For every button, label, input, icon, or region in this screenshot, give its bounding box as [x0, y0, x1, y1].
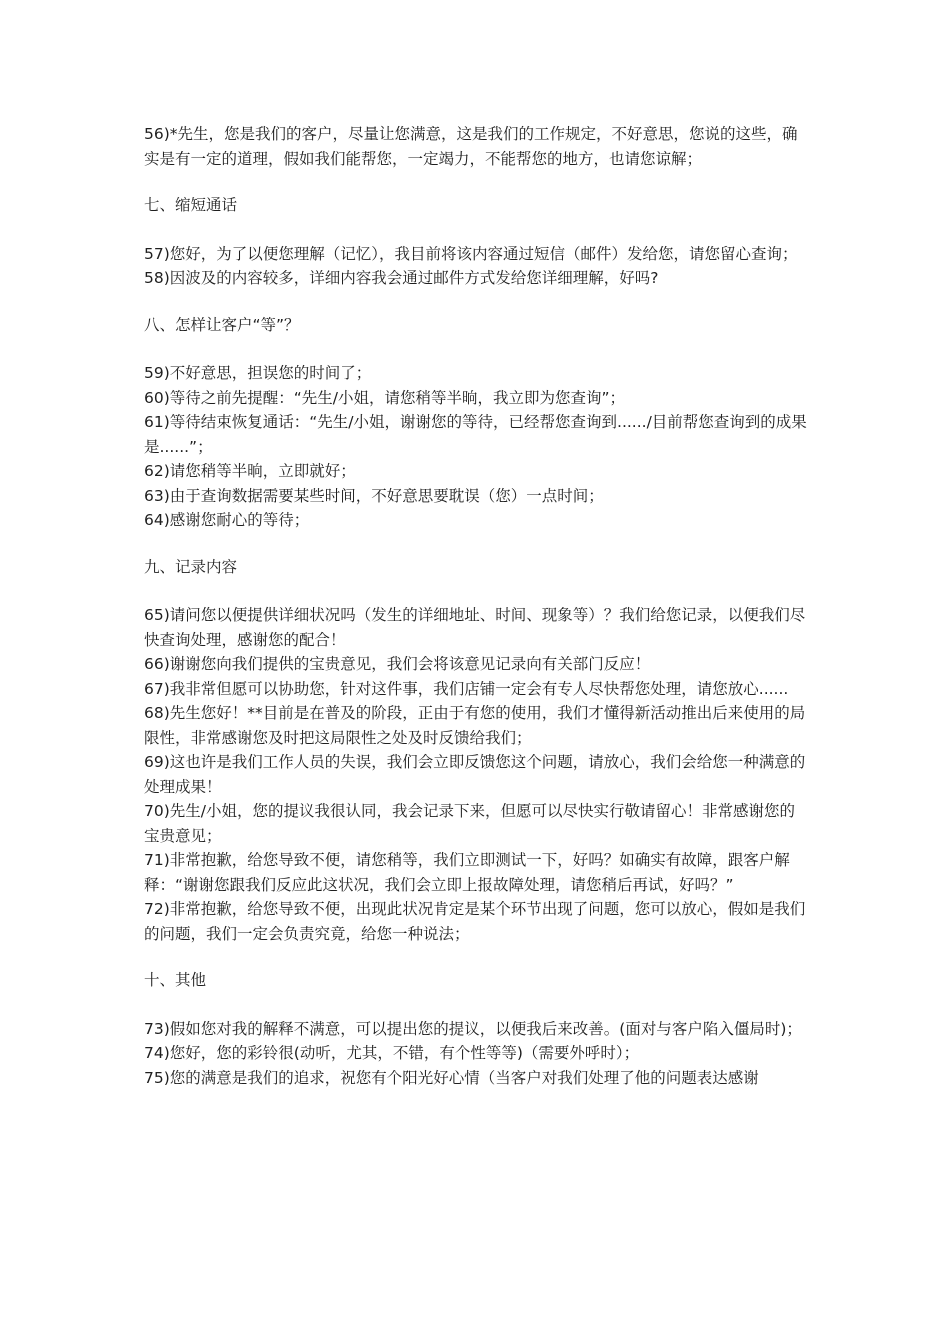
- list-item: 70)先生/小姐，您的提议我很认同，我会记录下来，但愿可以尽快实行敬请留心！非常感谢您的宝贵意见；: [144, 802, 795, 845]
- list-item: 62)请您稍等半晌，立即就好；: [144, 462, 356, 480]
- list-item: 57)您好，为了以便您理解（记忆），我目前将该内容通过短信（邮件）发给您，请您留心查询；: [144, 244, 798, 263]
- list-item: 74)您好，您的彩铃很(动听，尤其，不错，有个性等等)（需要外呼时）；: [144, 1044, 640, 1062]
- list-item: 68)先生您好！**目前是在普及的阶段，正由于有您的使用，我们才懂得新活动推出后来使用的局限性，非常感谢您及时把这局限性之处及时反馈给我们；: [144, 704, 806, 747]
- list-item: 71)非常抱歉，给您导致不便，请您稍等，我们立即测试一下，好吗？如确实有故障，跟客户解释：“谢谢您跟我们反应此这状况，我们会立即上报故障处理，请您稍后再试，好吗？”: [144, 851, 790, 894]
- list-item: 64)感谢您耐心的等待；: [144, 511, 310, 529]
- list-item: 59)不好意思，担误您的时间了；: [144, 364, 372, 382]
- list-item: 75)您的满意是我们的追求，祝您有个阳光好心情（当客户对我们处理了他的问题表达感谢: [144, 1068, 759, 1087]
- list-item: 60)等待之前先提醒：“先生/小姐，请您稍等半晌，我立即为您查询”；: [144, 388, 626, 407]
- section-heading: 十、其他: [144, 971, 207, 989]
- list-item: 63)由于查询数据需要某些时间，不好意思要耽误（您）一点时间；: [144, 486, 604, 505]
- section-other: [144, 968, 809, 1090]
- document-content: [144, 122, 809, 1090]
- list-item: 65)请问您以便提供详细状况吗（发生的详细地址、时间、现象等）？我们给您记录，以便我们尽快查询处理，感谢您的配合！: [144, 606, 806, 649]
- list-item: 56)*先生，您是我们的客户，尽量让您满意，这是我们的工作规定，不好意思，您说的这些，确实是有一定的道理，假如我们能帮您，一定竭力，不能帮您的地方，也请您谅解；: [144, 125, 798, 168]
- section-record-content: [144, 555, 809, 947]
- list-item: 67)我非常但愿可以协助您，针对这件事，我们店铺一定会有专人尽快帮您处理，请您放心......: [144, 679, 789, 698]
- list-item: 66)谢谢您向我们提供的宝贵意见，我们会将该意见记录向有关部门反应！: [144, 655, 651, 673]
- list-item: 72)非常抱歉，给您导致不便，出现此状况肯定是某个环节出现了问题，您可以放心，假如是我们的问题，我们一定会负责究竟，给您一种说法；: [144, 900, 806, 943]
- section-heading: 八、怎样让客户“等”？: [144, 315, 300, 334]
- list-item: 73)假如您对我的解释不满意，可以提出您的提议，以便我后来改善。(面对与客户陷入僵局时)；: [144, 1019, 802, 1038]
- section-intro: [144, 122, 809, 171]
- section-customer-wait: [144, 313, 809, 533]
- list-item: 58)因波及的内容较多，详细内容我会通过邮件方式发给您详细理解，好吗?: [144, 269, 659, 287]
- list-item: 69)这也许是我们工作人员的失误，我们会立即反馈您这个问题，请放心，我们会给您一种满意的处理成果！: [144, 753, 806, 796]
- section-shorten-call: [144, 193, 809, 291]
- list-item: 61)等待结束恢复通话：“先生/小姐，谢谢您的等待，已经帮您查询到....../目前帮您查询到的成果是......”；: [144, 413, 807, 456]
- section-heading: 七、缩短通话: [144, 196, 238, 214]
- section-heading: 九、记录内容: [144, 557, 238, 576]
